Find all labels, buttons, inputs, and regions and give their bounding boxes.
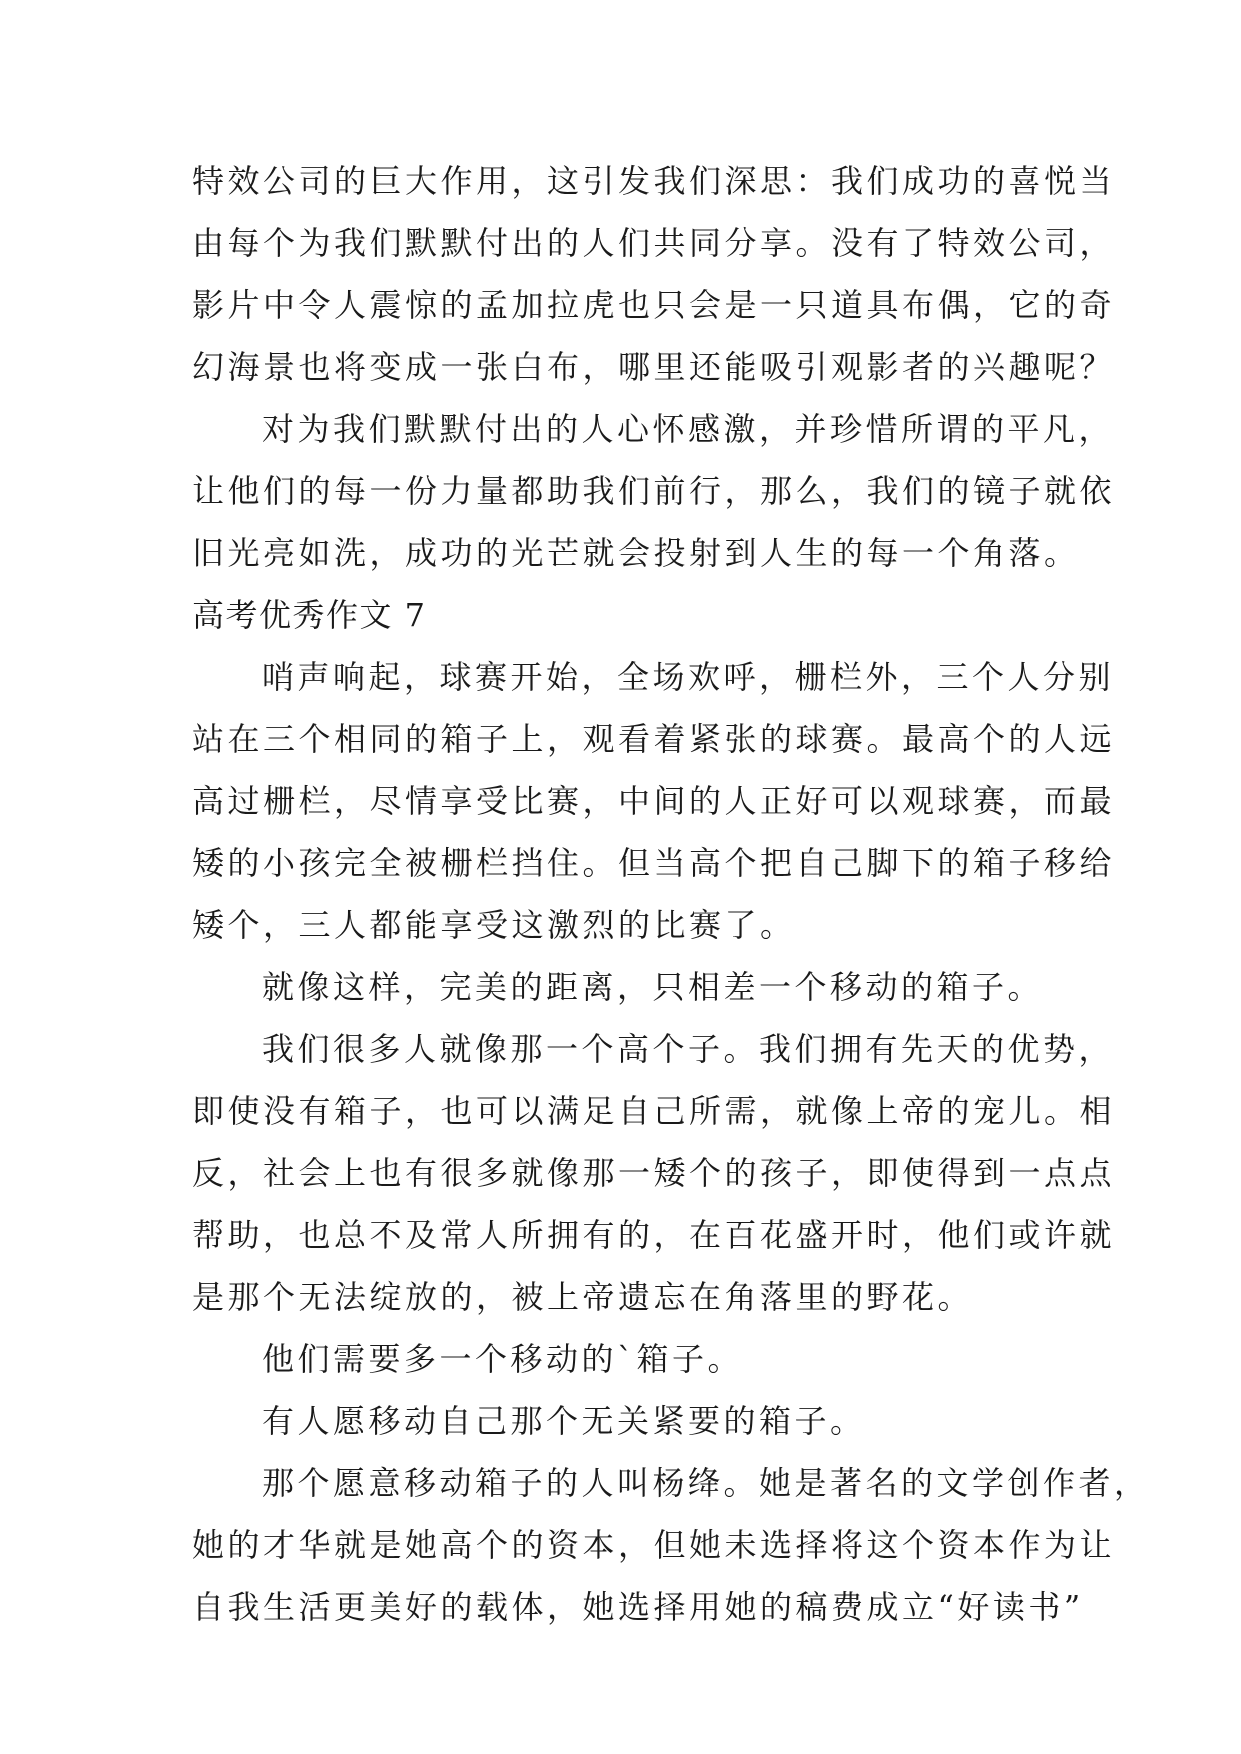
text-line: 自我生活更美好的载体，她选择用她的稿费成立“好读书” xyxy=(192,1588,1084,1626)
text-line: 高过栅栏，尽情享受比赛，中间的人正好可以观球赛，而最 xyxy=(192,782,1116,820)
text-line: 即使没有箱子，也可以满足自己所需，就像上帝的宠儿。相 xyxy=(192,1092,1116,1130)
text-line: 是那个无法绽放的，被上帝遗忘在角落里的野花。 xyxy=(192,1278,974,1316)
text-line: 他们需要多一个移动的`箱子。 xyxy=(262,1340,744,1378)
document-page xyxy=(192,150,1150,1638)
text-line: 矮的小孩完全被栅栏挡住。但当高个把自己脚下的箱子移给 xyxy=(192,844,1116,882)
text-line: 影片中令人震惊的孟加拉虎也只会是一只道具布偶，它的奇 xyxy=(192,286,1116,324)
text-line: 反，社会上也有很多就像那一矮个的孩子，即使得到一点点 xyxy=(192,1154,1116,1192)
text-line: 帮助，也总不及常人所拥有的，在百花盛开时，他们或许就 xyxy=(192,1216,1116,1254)
text-line: 我们很多人就像那一个高个子。我们拥有先天的优势， xyxy=(262,1030,1115,1068)
essay-7-body xyxy=(192,646,1150,1638)
text-line: 矮个，三人都能享受这激烈的比赛了。 xyxy=(192,906,796,944)
text-line: 就像这样，完美的距离，只相差一个移动的箱子。 xyxy=(262,968,1044,1006)
text-line: 站在三个相同的箱子上，观看着紧张的球赛。最高个的人远 xyxy=(192,720,1116,758)
text-line: 特效公司的巨大作用，这引发我们深思：我们成功的喜悦当 xyxy=(192,162,1116,200)
text-line: 让他们的每一份力量都助我们前行，那么，我们的镜子就依 xyxy=(192,472,1116,510)
text-line: 对为我们默默付出的人心怀感激，并珍惜所谓的平凡， xyxy=(262,410,1115,448)
text-line: 那个愿意移动箱子的人叫杨绛。她是著名的文学创作者， xyxy=(262,1464,1150,1502)
text-line: 幻海景也将变成一张白布，哪里还能吸引观影者的兴趣呢？ xyxy=(192,348,1116,386)
text-line: 哨声响起，球赛开始，全场欢呼，栅栏外，三个人分别 xyxy=(262,658,1115,696)
text-line: 由每个为我们默默付出的人们共同分享。没有了特效公司， xyxy=(192,224,1116,262)
text-line: 有人愿移动自己那个无关紧要的箱子。 xyxy=(262,1402,866,1440)
essay-heading: 高考优秀作文 7 xyxy=(192,596,427,634)
text-line: 旧光亮如洗，成功的光芒就会投射到人生的每一个角落。 xyxy=(192,534,1080,572)
essay-6-ending xyxy=(192,150,1116,584)
text-line: 她的才华就是她高个的资本，但她未选择将这个资本作为让 xyxy=(192,1526,1116,1564)
